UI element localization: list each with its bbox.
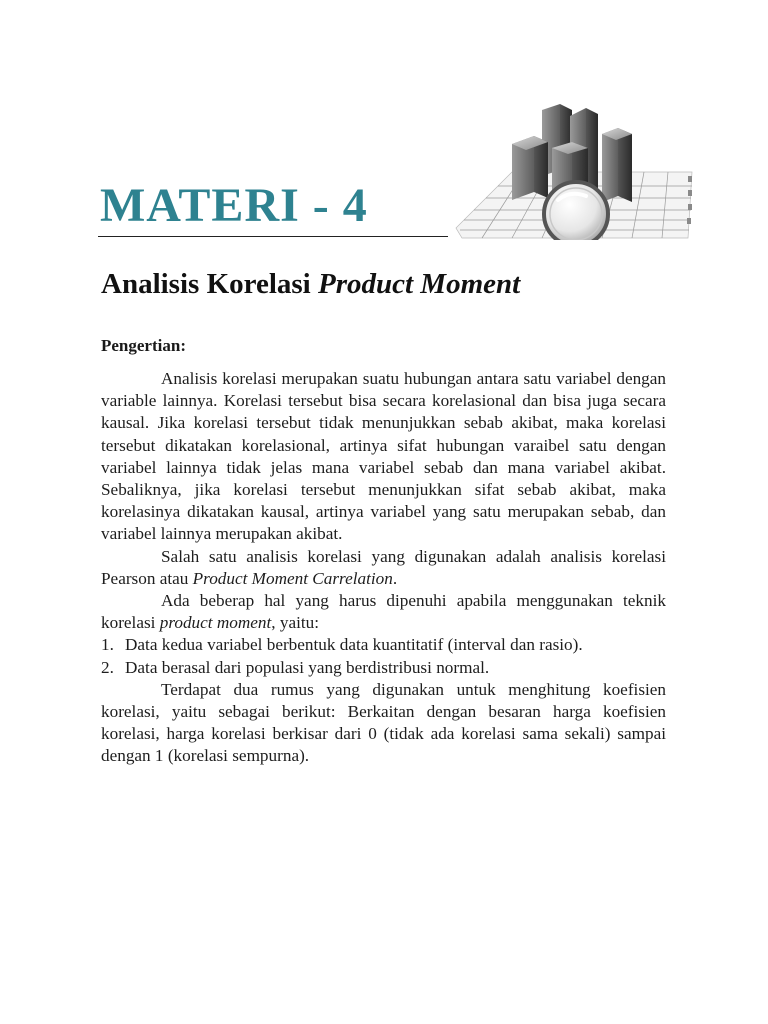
body-text	[101, 368, 666, 768]
requirements-list	[101, 634, 666, 678]
section-title-main: Analisis Korelasi	[101, 268, 318, 300]
bar-chart-illustration	[452, 104, 698, 240]
paragraph-2	[101, 546, 666, 590]
paragraph-3-text: Ada beberap hal yang harus dipenuhi apabila menggunakan teknik korelasi	[101, 591, 666, 633]
section-title	[101, 264, 520, 304]
title-rule	[98, 236, 448, 237]
list-item	[101, 657, 666, 679]
list-item-number: 1.	[101, 635, 114, 655]
list-item-number: 2.	[101, 657, 114, 677]
paragraph-3-end: , yaitu:	[271, 613, 320, 633]
paragraph-3-italic: product moment	[159, 613, 272, 633]
list-item-text: Data kedua variabel berbentuk data kuantitatif (interval dan rasio).	[125, 635, 583, 655]
paragraph-2-end: .	[392, 568, 398, 588]
section-title-italic: Product Moment	[318, 268, 521, 300]
paragraph-4: Terdapat dua rumus yang digunakan untuk menghitung koefisien korelasi, yaitu sebagai berikut: Berkaitan dengan besaran harga koefisien korelasi, harga korelasi berkisar dari 0 (tidak ada korelasi sama sekali) sampai dengan 1 (korelasi sempurna).	[101, 679, 666, 766]
chapter-title: MATERI - 4	[100, 179, 368, 232]
list-item-text: Data berasal dari populasi yang berdistribusi normal.	[125, 657, 490, 677]
paragraph-3	[101, 590, 666, 634]
paragraph-2-italic: Product Moment Carrelation	[192, 568, 393, 588]
paragraph-1: Analisis korelasi merupakan suatu hubungan antara satu variabel dengan variable lainnya. Korelasi tersebut bisa secara korelasional dan bisa juga secara kausal. Jika korelasi tersebut tidak menunjukkan sebab akibat, maka korelasi tersebut dikatakan korelasional, artinya sifat hubungan varaibel satu dengan variabel lainnya tidak jelas mana variabel sebab dan mana variabel akibat. Sebaliknya, jika korelasi tersebut menunjukkan sifat sebab akibat, maka korelasinya dikatakan kausal, artinya variabel yang satu merupakan sebab, dan variabel lainnya merupakan akibat.	[101, 369, 666, 544]
list-item	[101, 634, 666, 656]
subheading: Pengertian:	[101, 336, 186, 355]
paragraph-2-text: Salah satu analisis korelasi yang digunakan adalah analisis korelasi Pearson atau	[101, 546, 666, 588]
